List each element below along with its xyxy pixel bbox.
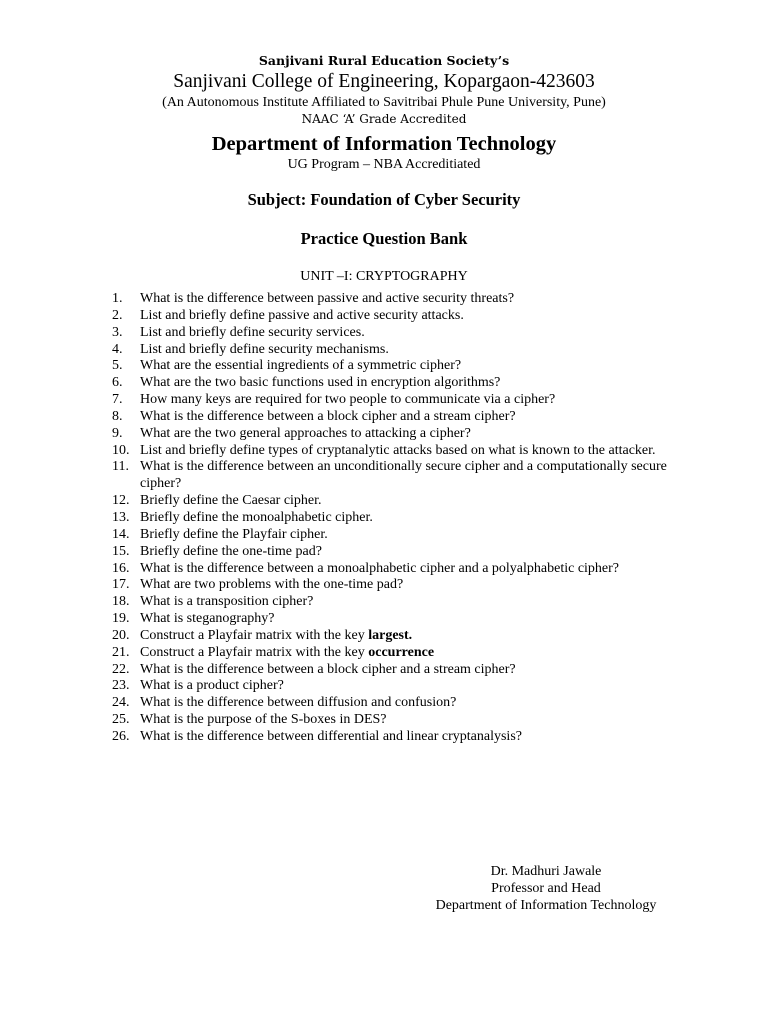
- question-item: [112, 308, 672, 325]
- question-number: 26.: [112, 728, 130, 744]
- question-text: [140, 678, 672, 695]
- question-number: 11.: [112, 459, 129, 475]
- question-text: [140, 443, 672, 460]
- question-text-plain: What is the difference between passive and active security threats?: [140, 291, 515, 306]
- question-number: 24.: [112, 695, 130, 711]
- question-text: [140, 611, 672, 628]
- question-text-plain: Construct a Playfair matrix with the key: [140, 627, 369, 643]
- question-item: [112, 561, 672, 578]
- question-text-plain: What is the difference between diffusion and confusion?: [140, 695, 457, 711]
- question-item: [112, 375, 672, 392]
- question-text-plain: What are the two general approaches to attacking a cipher?: [140, 425, 471, 441]
- question-text: [140, 291, 672, 308]
- question-number: 25.: [112, 712, 130, 728]
- question-number: 19.: [112, 611, 130, 627]
- question-text: [140, 544, 672, 561]
- question-text: [140, 409, 672, 426]
- question-text-plain: List and briefly define types of cryptanalytic attacks based on what is known to the attacker.: [140, 442, 656, 458]
- question-text-plain: What are the essential ingredients of a symmetric cipher?: [140, 358, 462, 374]
- question-item: [112, 577, 672, 594]
- signatory-name: Dr. Madhuri Jawale: [490, 864, 602, 879]
- question-number: 15.: [112, 543, 130, 559]
- question-text: [140, 325, 672, 342]
- document-title: Practice Question Bank: [300, 229, 468, 248]
- unit-heading: UNIT –I: CRYPTOGRAPHY: [300, 269, 468, 284]
- question-text: [140, 645, 672, 662]
- question-text: [140, 308, 672, 325]
- question-item: [112, 392, 672, 409]
- question-number: 3.: [112, 324, 123, 340]
- question-item: [112, 611, 672, 628]
- naac-grade: NAAC ‘A’ Grade Accredited: [301, 112, 467, 126]
- question-item: [112, 645, 672, 662]
- signatory-designation: Professor and Head: [491, 881, 601, 896]
- signatory-department: Department of Information Technology: [435, 898, 657, 913]
- question-text: [140, 594, 672, 611]
- question-number: 6.: [112, 375, 123, 391]
- question-text-plain: What is the purpose of the S-boxes in DES?: [140, 712, 387, 728]
- question-text: [140, 695, 672, 712]
- college-name: Sanjivani College of Engineering, Kopargaon-423603: [173, 71, 595, 92]
- question-text-plain: List and briefly define passive and active security attacks.: [140, 307, 464, 323]
- question-number: 4.: [112, 341, 123, 357]
- question-number: 5.: [112, 358, 123, 374]
- question-item: [112, 325, 672, 342]
- question-number: 21.: [112, 644, 130, 660]
- question-number: 8.: [112, 408, 123, 424]
- document-header: [0, 52, 768, 285]
- question-text-plain: What is a product cipher?: [140, 678, 284, 694]
- question-number: 17.: [112, 577, 130, 593]
- society-name: Sanjivani Rural Education Society’s: [258, 53, 510, 68]
- signature-block: [420, 863, 672, 914]
- question-text-plain: Briefly define the one-time pad?: [140, 543, 322, 559]
- question-item: [112, 510, 672, 527]
- question-keyword: largest.: [368, 627, 413, 643]
- question-number: 20.: [112, 627, 130, 643]
- question-item: [112, 695, 672, 712]
- question-item: [112, 459, 672, 493]
- question-item: [112, 678, 672, 695]
- question-item: [112, 594, 672, 611]
- question-text-plain: Briefly define the Caesar cipher.: [140, 493, 322, 509]
- department-title: Department of Information Technology: [211, 133, 557, 155]
- question-text-plain: What is the difference between differential and linear cryptanalysis?: [140, 728, 522, 744]
- question-text-plain: Construct a Playfair matrix with the key: [140, 644, 369, 660]
- question-item: [112, 628, 672, 645]
- question-text: [140, 577, 672, 594]
- question-number: 9.: [112, 425, 123, 441]
- question-item: [112, 426, 672, 443]
- question-text-plain: What are the two basic functions used in encryption algorithms?: [140, 375, 501, 391]
- question-number: 2.: [112, 307, 123, 323]
- question-text: [140, 712, 672, 729]
- question-number: 22.: [112, 661, 130, 677]
- question-text: [140, 342, 672, 359]
- question-item: [112, 358, 672, 375]
- question-text-plain: List and briefly define security mechanisms.: [140, 341, 389, 357]
- question-item: [112, 544, 672, 561]
- question-number: 10.: [112, 442, 130, 458]
- question-number: 1.: [112, 291, 123, 306]
- question-text: [140, 375, 672, 392]
- affiliation-line: (An Autonomous Institute Affiliated to Savitribai Phule Pune University, Pune): [162, 95, 606, 110]
- question-text: [140, 392, 672, 409]
- question-item: [112, 527, 672, 544]
- question-number: 7.: [112, 392, 123, 408]
- question-text-plain: What is the difference between an unconditionally secure cipher and a computationally secure cipher?: [140, 459, 667, 492]
- question-text: [140, 426, 672, 443]
- question-item: [112, 443, 672, 460]
- question-item: [112, 662, 672, 679]
- question-text: [140, 493, 672, 510]
- question-text: [140, 527, 672, 544]
- question-text-plain: What is steganography?: [140, 611, 275, 627]
- question-text-plain: What is the difference between a monoalphabetic cipher and a polyalphabetic cipher?: [140, 560, 620, 576]
- question-item: [112, 342, 672, 359]
- question-text-plain: How many keys are required for two people to communicate via a cipher?: [140, 392, 556, 408]
- question-text-plain: What is the difference between a block cipher and a stream cipher?: [140, 661, 516, 677]
- question-keyword: occurrence: [368, 644, 435, 660]
- question-text: [140, 358, 672, 375]
- question-text: [140, 510, 672, 527]
- question-item: [112, 712, 672, 729]
- subject-title: Subject: Foundation of Cyber Security: [247, 190, 521, 209]
- question-text-plain: What is the difference between a block cipher and a stream cipher?: [140, 408, 516, 424]
- question-text: [140, 459, 672, 493]
- question-text-plain: Briefly define the monoalphabetic cipher.: [140, 509, 373, 525]
- question-text: [140, 628, 672, 645]
- question-number: 18.: [112, 594, 130, 610]
- question-number: 12.: [112, 493, 130, 509]
- question-item: [112, 493, 672, 510]
- question-text: [140, 662, 672, 679]
- question-item: [112, 291, 672, 308]
- program-accreditation: UG Program – NBA Accreditiated: [287, 157, 481, 172]
- question-number: 23.: [112, 678, 130, 694]
- question-number: 14.: [112, 526, 130, 542]
- question-number: 13.: [112, 509, 130, 525]
- question-item: [112, 409, 672, 426]
- question-list: [112, 291, 672, 746]
- question-text-plain: Briefly define the Playfair cipher.: [140, 526, 328, 542]
- question-text-plain: What is a transposition cipher?: [140, 594, 314, 610]
- question-number: 16.: [112, 560, 130, 576]
- question-text: [140, 561, 672, 578]
- question-item: [112, 729, 672, 746]
- question-text: [140, 729, 672, 746]
- question-text-plain: List and briefly define security services.: [140, 324, 365, 340]
- question-text-plain: What are two problems with the one-time pad?: [140, 577, 404, 593]
